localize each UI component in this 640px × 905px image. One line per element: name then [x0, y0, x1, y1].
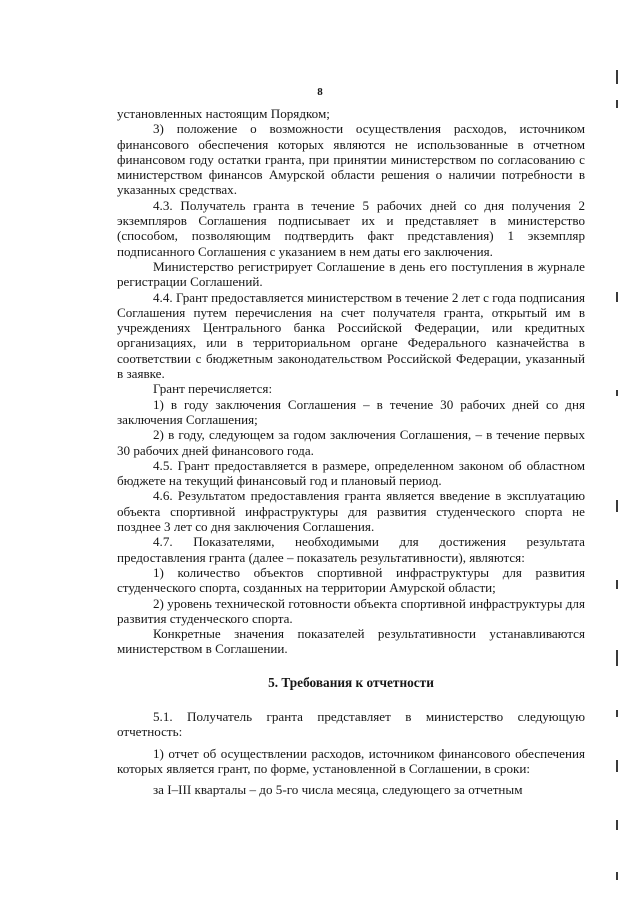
scan-mark — [616, 710, 618, 717]
scan-mark — [616, 820, 618, 830]
scan-mark — [616, 390, 618, 396]
scan-edge-marks — [608, 60, 618, 890]
scan-mark — [616, 292, 618, 302]
paragraph-report-deadline: за I–III кварталы – до 5-го числа месяца, следующего за отчетным — [153, 782, 523, 798]
paragraph-transfer-2: 2) в году, следующем за годом заключения Соглашения, – в течение первых 30 рабочих дней финансового года. — [117, 427, 585, 458]
paragraph-transfer-intro: Грант перечисляется: — [153, 381, 273, 397]
page-number: 8 — [317, 86, 323, 98]
paragraph-item-3: 3) положение о возможности осуществления расходов, источником финансового обеспечения которых являются не использованные в отчетном финансовом году остатки гранта, при принятии министерством по согласованию с министерством финансов Амурской области решения о наличии потребности в указанных средствах. — [117, 121, 585, 198]
scan-mark — [616, 500, 618, 512]
scan-mark — [616, 650, 618, 666]
scan-mark — [616, 100, 618, 108]
paragraph-report-1: 1) отчет об осуществлении расходов, источником финансового обеспечения которых является грант, по форме, установленной в Соглашении, в сроки: — [117, 745, 585, 776]
paragraph-continuation: установленных настоящим Порядком; — [117, 106, 330, 121]
paragraph-4-5: 4.5. Грант предоставляется в размере, определенном законом об областном бюджете на текущий финансовый год и плановый период. — [117, 457, 585, 489]
scan-mark — [616, 872, 618, 880]
paragraph-4-4: 4.4. Грант предоставляется министерством в течение 2 лет с года подписания Соглашения путем перечисления на счет получателя гранта, открытый им в учреждениях Центрального банка Российской Федерации, или кредитных организациях, или в территориальном органе Федерального казначейства в соответствии с бюджетным законодательством Российской Федерации, указанный в заявке. — [117, 289, 585, 382]
paragraph-4-3: 4.3. Получатель гранта в течение 5 рабочих дней со дня получения 2 экземпляров Соглашения подписывает их и представляет в министерство (способом, позволяющим подтвердить факт представления) 1 экземпляр подписанного Соглашения с указанием в нем даты его заключения. — [117, 197, 585, 259]
scan-mark — [616, 760, 618, 772]
section-title: 5. Требования к отчетности — [268, 674, 434, 690]
paragraph-registration: Министерство регистрирует Соглашение в день его поступления в журнале регистрации Соглашений. — [117, 258, 585, 290]
paragraph-4-6: 4.6. Результатом предоставления гранта является введение в эксплуатацию объекта спортивной инфраструктуры для развития студенческого спорта не позднее 3 лет со дня заключения Соглашения. — [117, 488, 585, 535]
paragraph-indicator-values: Конкретные значения показателей результативности устанавливаются министерством в Соглашении. — [117, 626, 585, 657]
scan-mark — [616, 580, 618, 589]
document-body — [117, 106, 585, 797]
paragraph-indicator-2: 2) уровень технической готовности объекта спортивной инфраструктуры для развития студенческого спорта. — [117, 595, 585, 626]
paragraph-4-7: 4.7. Показателями, необходимыми для достижения результата предоставления гранта (далее – показатель результативности), являются: — [117, 534, 585, 565]
scan-mark — [616, 70, 618, 84]
paragraph-5-1: 5.1. Получатель гранта представляет в министерство следующую отчетность: — [117, 708, 585, 740]
paragraph-indicator-1: 1) количество объектов спортивной инфраструктуры для развития студенческого спорта, созданных на территории Амурской области; — [117, 564, 585, 596]
paragraph-transfer-1: 1) в году заключения Соглашения – в течение 30 рабочих дней со дня заключения Соглашения; — [117, 396, 585, 427]
